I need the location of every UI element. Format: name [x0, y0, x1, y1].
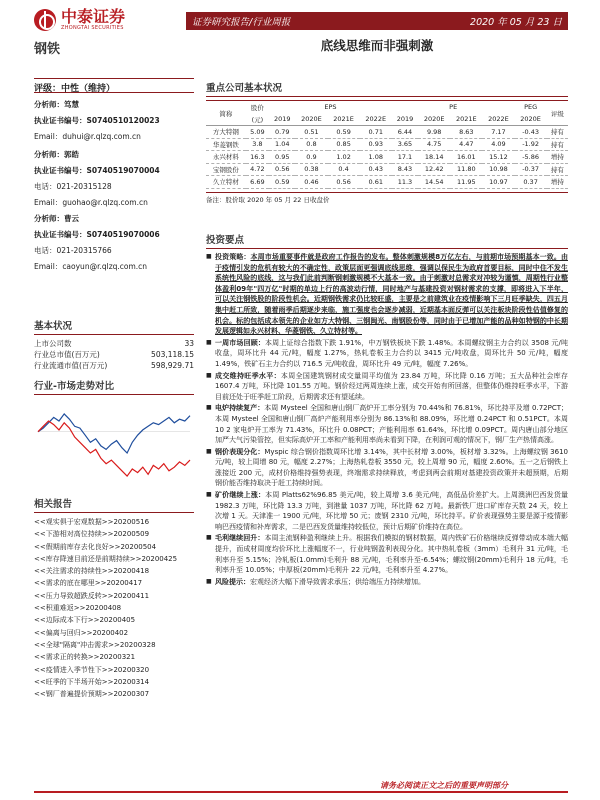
footer-divider	[34, 791, 568, 793]
analyst-role: 分析师：	[34, 214, 64, 223]
related-report-link[interactable]: <<钢厂普遍提价预期>>20200307	[34, 690, 150, 699]
table-cell: 0.9	[306, 152, 317, 161]
point-text: 本周上证综合指数下跌 1.91%，中万钢铁板块下跌 1.48%。本周螺纹钢主力合约以 3508 元/吨收盘，周环比升 44 元/吨，幅度 1.27%，热轧卷板主力合约以 3415 元/吨收盘，周环比升 50 元/吨，幅度 1.49%，铁矿石主力合约以 716.5 元/吨收盘，周环比升 49 元/吨，幅度 7.26%。	[215, 338, 569, 368]
logo-text-en: ZHONGTAI SECURITIES	[61, 25, 124, 31]
table-cell: -0.37	[522, 165, 540, 174]
table-cell: 6.44	[397, 127, 413, 136]
cert-number: S0740519070006	[86, 230, 160, 239]
market-trend-section	[34, 382, 194, 494]
related-report-link[interactable]: <<需求正的转换>>20200321	[34, 653, 136, 662]
table-cell: -0.43	[522, 127, 540, 136]
basic-info-value: 503,118.15	[151, 350, 194, 359]
table-cell: 7.17	[491, 127, 506, 136]
table-cell: 0.79	[275, 127, 290, 136]
basic-info-row	[34, 338, 194, 349]
table-cell: 8.43	[397, 165, 413, 174]
investment-points-body	[206, 252, 568, 587]
point-text: 本周 Mysteel 全国和唐山钢厂高炉开工率分别为 70.44%和 76.81%，环比持平及增 0.72PCT；本周 Mysteel 全国和唐山钢厂高炉产能利用率分别为 86.13%和 88.09%，环比增 0.24PCT 和 0.51PCT。本周 10 2 家电炉开工率为 71.43%，环比升 0.08PCT；产能利用率 61.64%，环比增 0.09PCT。周内唐山部分地区加严大气污染管控，但实际高炉开工率和产能利用率尚未看到下降，在利润可观的情况下，钢厂生产热情高涨。	[215, 404, 569, 445]
contact-label: 电话：	[34, 182, 57, 191]
table-cell: 4.47	[459, 140, 474, 149]
table-header-cell: 2022E	[488, 115, 509, 123]
basic-info-key: 行业总市值(百万元)	[34, 350, 100, 359]
table-cell: 0.51	[304, 127, 319, 136]
table-cell: 5.09	[250, 127, 265, 136]
table-header-cell: 简称	[219, 109, 233, 118]
basic-info-value: 598,929.71	[151, 361, 194, 370]
table-cell: 0.71	[368, 127, 383, 136]
table-cell: 14.54	[424, 177, 444, 186]
chart-series-line-1	[38, 414, 190, 453]
table-row	[206, 163, 568, 176]
cert-label: 执业证书编号：	[34, 116, 87, 125]
table-cell: 15.12	[489, 152, 508, 161]
table-cell: 6.69	[250, 177, 265, 186]
logo-icon	[34, 9, 56, 31]
table-cell: 0.4	[338, 165, 349, 174]
point-heading: 一周市场回顾：	[215, 338, 266, 347]
table-cell: 4.75	[426, 140, 442, 149]
related-report-link[interactable]: <<需求的底在哪里>>20200417	[34, 579, 143, 588]
related-report-link[interactable]: <<假期前库存去化良好>>20200504	[34, 542, 157, 551]
point-heading: 电炉持续复产：	[215, 404, 265, 413]
table-cell: 10.97	[489, 177, 508, 186]
table-cell: 4.09	[491, 140, 506, 149]
point-text: 本周市场重要事件就是政府工作报告的发布。整体刺激规模8万亿左右，与前期市场预期基本一致。由于疫情引发的危机有较大的不确定性，政策层面更强调底线思维，强调以保民生为政府首要目标，同时中住不发生系统性风险的底线，这与我们此前判断钢刺激规模不大基本一致。由于刺激对总需求对冲较为谨慎，周期性行业整体盈利09年"四万亿"时期的单边上行的高波动行情，同时地产与基建投资对钢材需求的支撑，即将进入下半年，可以关注钢铁股的阶段性机会。近期钢铁需求仍比较旺盛，主要是之前建筑业在疫情影响下三月旺季缺失，四五月集中赶工所致，随着雨季后期逐步来临，施工强度也会逐步减弱，近期基本面反弹可以关注板块阶段性估值修复的机会。标的包括成本领先的企业如方大特钢、三钢闽光、南钢股份等，同时由于已增加产能的品种如特钢的中长期发展逻辑如永兴材料、华菱钢铁、久立特材等。	[215, 253, 569, 336]
cert-number: S0740519070004	[86, 166, 160, 175]
table-cell: 0.95	[275, 152, 290, 161]
related-report-link[interactable]: <<关注需求的持续性>>20200418	[34, 567, 150, 576]
table-header-cell: PE	[449, 103, 458, 111]
table-header-row	[206, 101, 568, 114]
table-cell: 4.72	[250, 165, 265, 174]
contact-label: 电话：	[34, 246, 57, 255]
contact-label: Email：	[34, 132, 63, 141]
basic-info-title: 基本状况	[34, 322, 194, 335]
analyst-role: 分析师：	[34, 100, 64, 109]
table-header-cell: 2020E	[520, 115, 541, 123]
basic-info-key: 上市公司数	[34, 339, 72, 348]
market-trend-title: 行业-市场走势对比	[34, 382, 194, 395]
cert-label: 执业证书编号：	[34, 230, 87, 239]
related-report-link[interactable]: <<偏离与回归>>20200402	[34, 628, 129, 637]
point-heading: 投资策略：	[215, 253, 251, 261]
related-report-link[interactable]: <<边际成本下行>>20200405	[34, 616, 136, 625]
table-header-cell: 2020E	[301, 115, 322, 123]
bullet-icon: ■	[206, 534, 212, 542]
table-cell: 华菱钢铁	[212, 140, 239, 149]
table-cell: 0.59	[275, 177, 290, 186]
point-text: 本周 Platts62%96.85 美元/吨，较上周增 3.6 美元/吨，高低品价差扩大。上周澳洲巴西发货量 1982.3 万吨，环比降 13.3 万吨，到港量 1037 万吨，环比降 62 万吨。最新铁厂进口矿库存天数 24 天，较上次增 1 天。天津准一 1900 元/吨，环比增 50 元；废钢 2310 元/吨，环比持平。矿价表现强势主要是源于疫情影响巴西疫情和补库需求，二是巴西发货量维持较低位，预计后期矿价维持在高位。	[215, 491, 568, 531]
analyst-block-2	[34, 150, 194, 208]
market-trend-chart	[34, 399, 194, 491]
table-cell: 0.46	[304, 177, 319, 186]
table-cell: 持有	[550, 165, 564, 174]
table-header-cell: (元)	[251, 115, 264, 124]
analyst-name: 笃慧	[64, 100, 79, 109]
table-cell: 1.02	[336, 152, 351, 161]
cert-label: 执业证书编号：	[34, 166, 87, 175]
table-cell: 1.08	[368, 152, 383, 161]
bullet-icon: ■	[206, 447, 212, 455]
table-cell: 3.65	[397, 140, 413, 149]
table-cell: 1.04	[275, 140, 290, 149]
chart-series-line-2	[38, 421, 190, 476]
bullet-icon: ■	[206, 253, 212, 260]
bullet-icon: ■	[206, 338, 212, 346]
contact-label: Email：	[34, 198, 63, 207]
report-type: 证券研究报告/行业周报	[192, 17, 291, 28]
table-cell: 11.80	[457, 165, 476, 174]
table-cell: 0.37	[523, 177, 538, 186]
related-report-link[interactable]: <<压力导致超跌反转>>20200411	[34, 591, 150, 600]
investment-point	[206, 252, 568, 337]
table-row	[206, 151, 568, 164]
table-cell: 0.59	[336, 127, 351, 136]
table-header-cell: 2021E	[333, 115, 354, 123]
point-heading: 矿价继续上涨：	[215, 491, 266, 500]
report-date: 2020 年 05 月 23 日	[470, 17, 562, 28]
related-reports-list	[34, 516, 194, 700]
table-cell: -1.92	[522, 140, 540, 149]
table-cell: 0.8	[306, 140, 317, 149]
bullet-icon: ■	[206, 577, 212, 585]
key-companies-table	[206, 100, 568, 189]
analyst-name: 郭皓	[64, 150, 79, 159]
analyst-phone: 021-20315128	[56, 182, 112, 191]
bullet-icon: ■	[206, 491, 212, 499]
analyst-phone: 021-20315766	[56, 246, 112, 255]
table-cell: 0.38	[304, 165, 319, 174]
point-text: 宏观经济大幅下滑导致需求承压；供给端压力持续增加。	[250, 577, 425, 586]
analyst-email[interactable]: duhui@r.qlzq.com.cn	[62, 132, 141, 141]
table-header-cell: 评级	[550, 109, 564, 118]
analyst-name: 曹云	[64, 214, 79, 223]
investment-point	[206, 447, 568, 489]
basic-info-key: 行业流通市值(百万元)	[34, 361, 108, 370]
basic-info-value: 33	[184, 339, 194, 348]
table-header-cell: EPS	[324, 103, 337, 111]
investment-point	[206, 371, 568, 403]
logo-text-cn: 中泰证券	[61, 7, 126, 26]
table-cell: 方大特钢	[212, 128, 239, 137]
rating-box: 评级：中性（维持）	[34, 78, 194, 93]
point-heading: 风险提示：	[215, 577, 250, 586]
table-cell: 9.98	[426, 127, 442, 136]
basic-info-row	[34, 360, 194, 371]
table-cell: 宝钢股份	[212, 165, 239, 174]
table-cell: 3.8	[252, 140, 263, 149]
related-report-link[interactable]: <<库存降速目前还是前期持续>>20200425	[34, 554, 178, 563]
related-report-link[interactable]: <<观实俱于宏观数据>>20200516	[34, 518, 150, 526]
table-cell: 8.63	[459, 127, 474, 136]
sector-label: 钢铁	[34, 42, 61, 57]
table-cell: 0.85	[336, 140, 351, 149]
bullet-icon: ■	[206, 371, 212, 379]
related-report-link[interactable]: <<积重难返>>20200408	[34, 604, 122, 613]
table-header-cell: 2020E	[423, 115, 445, 123]
table-cell: 持有	[550, 128, 564, 137]
table-cell: 11.95	[457, 177, 476, 186]
table-cell: 0.61	[368, 177, 383, 186]
table-cell: 久立特材	[212, 178, 239, 187]
analyst-role: 分析师：	[34, 150, 64, 159]
key-companies-section	[206, 80, 568, 204]
table-cell: 增持	[550, 153, 564, 162]
table-cell: 持有	[550, 140, 564, 149]
investment-point	[206, 490, 568, 532]
table-cell: 增持	[550, 178, 564, 187]
point-heading: 钢价表现分化：	[215, 447, 265, 456]
point-heading: 成交维持旺季水平：	[215, 371, 281, 380]
related-report-link[interactable]: <<旺季的下半场开始>>20200314	[34, 677, 150, 686]
table-note: 备注：股价取 2020 年 05 月 22 日收盘价	[206, 192, 568, 204]
bullet-icon: ■	[206, 404, 212, 412]
table-row	[206, 138, 568, 151]
table-header-row	[206, 113, 568, 126]
footer-disclaimer: 请务必阅读正文之后的重要声明部分	[380, 781, 508, 790]
investment-point	[206, 403, 568, 445]
analyst-block-3	[34, 214, 194, 272]
point-text: 本周主流钢种盈利继续上升。根据我们模拟的钢材数据，周内铁矿石价格继续反弹带动成本端大幅提升，而成材周度均价环比上涨幅度不一，行业吨钢盈利表现分化。其中热轧卷板（3mm）毛利升 31 元/吨，毛利率升至 5.15%；冷轧板(1.0mm)毛利升 88 元/吨，毛利率升至-6.54%；螺纹钢(20mm)毛利升 18 元/吨，毛利率升至 10.05%；中厚板(20mm)毛利升 22 元/吨，毛利率升至 4.27%。	[215, 534, 569, 575]
table-cell: 17.1	[397, 152, 413, 161]
point-text: 本周全国建筑钢材成交量周平均值为 23.84 万吨，环比降 0.16 万吨；五大品种社会库存 1607.4 万吨，环比降 101.55 万吨。钢价经过两周连续上涨，成交开始有所回落，但整体仍维持旺季水平，下游目前还处于旺季赶工阶段，后期需求还有望延续。	[215, 371, 569, 401]
cert-number: S0740510120023	[86, 116, 160, 125]
analyst-block-1	[34, 100, 194, 142]
basic-info-row	[34, 349, 194, 360]
table-cell: 0.56	[336, 177, 351, 186]
investment-point	[206, 533, 568, 575]
analyst-email[interactable]: caoyun@r.qlzq.com.cn	[62, 262, 148, 271]
investment-point	[206, 577, 568, 588]
table-header-cell: 2019	[273, 115, 291, 123]
basic-info-section	[34, 322, 194, 371]
report-title: 底线思维而非强刺激	[320, 38, 434, 53]
table-cell: 0.93	[368, 140, 383, 149]
table-header-cell: PEG	[524, 103, 538, 111]
table-cell: 12.42	[424, 165, 444, 174]
table-header-cell: 股价	[250, 103, 264, 112]
table-cell: 11.3	[397, 177, 413, 186]
investment-points-section	[206, 232, 568, 588]
table-cell: 16.3	[250, 152, 265, 161]
table-cell: 0.43	[368, 165, 383, 174]
table-row	[206, 126, 568, 139]
table-cell: 永兴材料	[212, 153, 239, 162]
related-report-link[interactable]: <<疫情进入季节性下>>20200320	[34, 665, 150, 674]
investment-point	[206, 338, 568, 370]
related-report-link[interactable]: <<全球"隔离"冲击需求>>20200328	[34, 640, 156, 649]
related-reports-title: 相关报告	[34, 500, 194, 513]
table-header-cell: 2022E	[365, 115, 387, 123]
company-logo	[34, 8, 164, 32]
table-cell: -5.86	[522, 152, 540, 161]
key-companies-title: 重点公司基本状况	[206, 80, 568, 97]
table-row	[206, 176, 568, 189]
table-header-cell: 2021E	[455, 115, 477, 123]
table-cell: 16.01	[457, 152, 476, 161]
related-report-link[interactable]: <<下游相对高位持续>>20200509	[34, 530, 150, 539]
analyst-email[interactable]: guohao@r.qlzq.com.cn	[62, 198, 148, 207]
point-heading: 毛利继续回升：	[215, 534, 265, 543]
table-cell: 18.14	[424, 152, 444, 161]
point-text: Myspic 综合钢价指数周环比增 3.14%，其中长材增 3.00%，板材增 3.32%。上海螺纹钢 3610 元/吨，较上周增 80 元，幅度 2.27%；上海热轧卷板 3550 元，较上周增 90 元，幅度 2.60%。五一之后钢铁上涨接近 200 元，成材价格维持强势表现，终端需求持续释放，考虑到两会前期对基建投资政策并未超预期，后期钢价能否维持取决于赶工持续时间。	[215, 447, 568, 488]
contact-label: Email：	[34, 262, 63, 271]
table-cell: 10.98	[489, 165, 508, 174]
table-header-cell: 2019	[396, 115, 414, 123]
table-cell: 0.56	[275, 165, 290, 174]
investment-points-title: 投资要点	[206, 232, 568, 249]
report-banner	[186, 12, 568, 30]
related-reports-section	[34, 500, 194, 700]
